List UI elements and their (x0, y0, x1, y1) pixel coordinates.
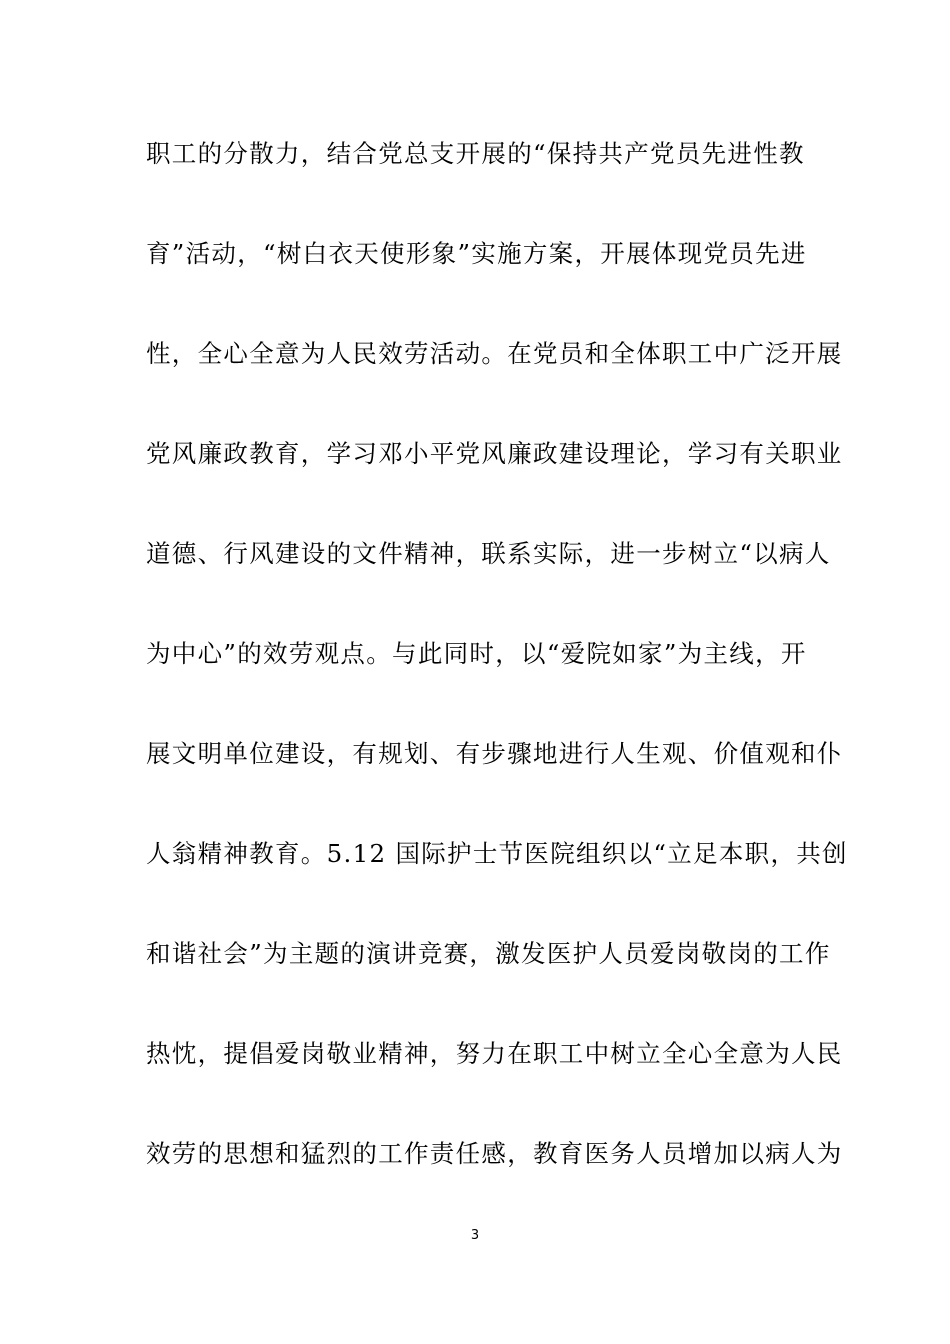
text-line: 和谐社会”为主题的演讲竞赛，激发医护人员爱岗敬岗的工作 (146, 939, 831, 968)
text-line: 为中心”的效劳观点。与此同时，以“爱院如家”为主线，开 (146, 639, 807, 668)
text-line: 效劳的思想和猛烈的工作责任感，教育医务人员增加以病人为 (146, 1139, 843, 1168)
text-line: 人翁精神教育。5.12 国际护士节医院组织以“立足本职，共创 (146, 839, 848, 868)
text-line: 职工的分散力，结合党总支开展的“保持共产党员先进性教 (146, 139, 805, 168)
text-line: 性，全心全意为人民效劳活动。在党员和全体职工中广泛开展 (146, 339, 843, 368)
page-number: 3 (470, 1228, 480, 1243)
text-line: 育”活动，“树白衣天使形象”实施方案，开展体现党员先进 (146, 239, 807, 268)
text-line: 热忱，提倡爱岗敬业精神，努力在职工中树立全心全意为人民 (146, 1039, 843, 1068)
text-line: 道德、行风建设的文件精神，联系实际，进一步树立“以病人 (146, 539, 831, 568)
body-text (146, 131, 848, 1231)
text-line: 党风廉政教育，学习邓小平党风廉政建设理论，学习有关职业 (146, 439, 843, 468)
text-line: 展文明单位建设，有规划、有步骤地进行人生观、价值观和仆 (146, 739, 843, 768)
